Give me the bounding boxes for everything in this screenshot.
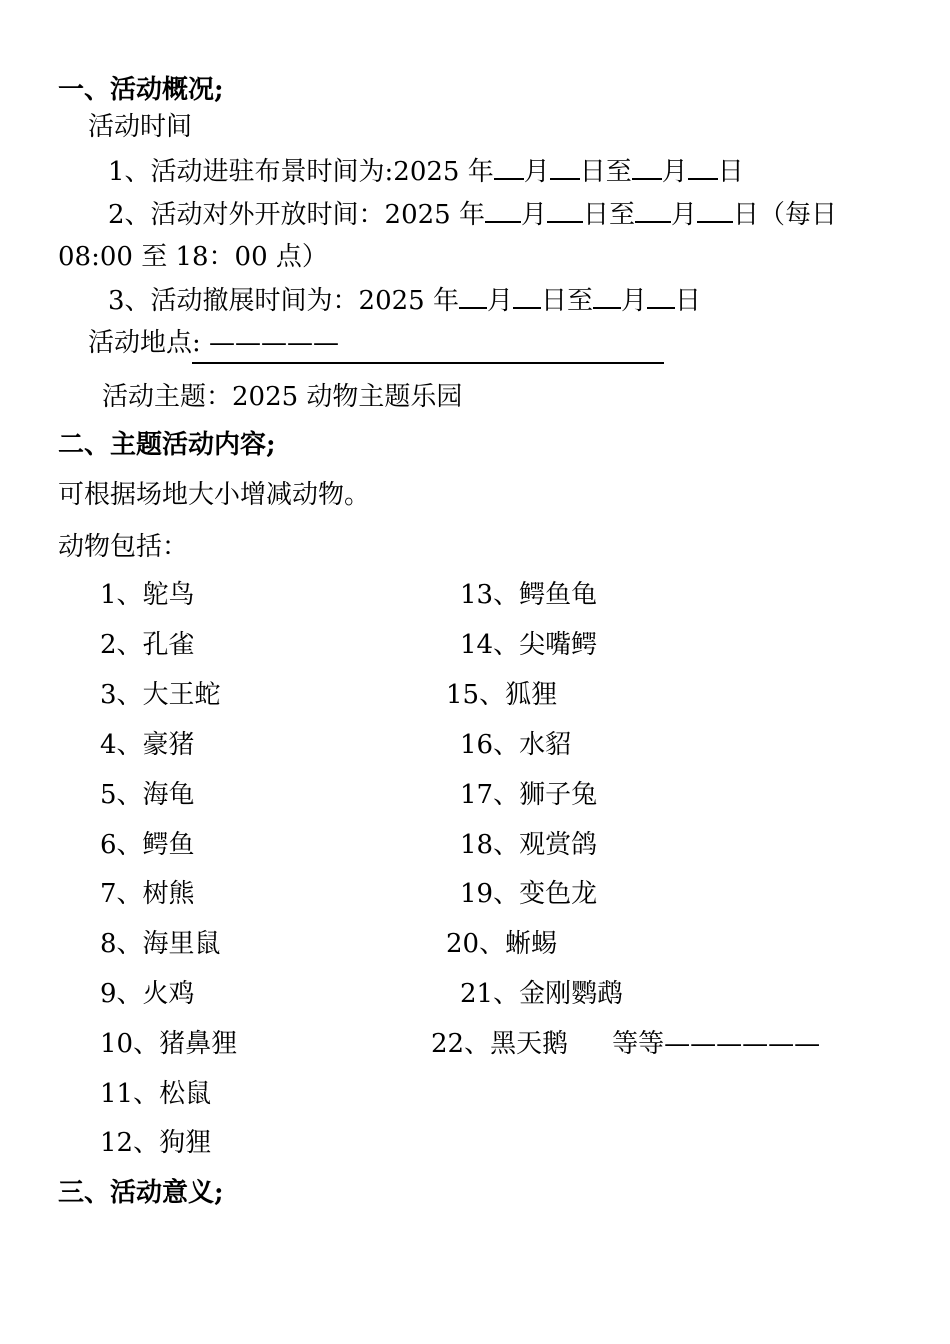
blank-field	[635, 197, 671, 223]
list-item: 3、大王蛇	[100, 680, 221, 710]
setup-time-line	[108, 154, 744, 189]
animals-label: 动物包括：	[58, 532, 189, 562]
blank-field	[459, 283, 487, 309]
list-item: 21、金刚鹦鹉	[460, 979, 624, 1009]
teardown-time-line	[108, 283, 701, 318]
list-item: 4、豪猪	[100, 730, 195, 760]
blank-field	[632, 154, 662, 180]
list-item: 18、观赏鸽	[460, 830, 598, 860]
month-label: 月	[523, 157, 550, 187]
blank-field	[513, 283, 541, 309]
list-item-with-etc	[431, 1027, 820, 1061]
list-item: 8、海里鼠	[100, 929, 221, 959]
list-item: 11、松鼠	[100, 1079, 212, 1109]
month-label: 月	[486, 286, 513, 316]
teardown-time-prefix: 3、活动撤展时间为：2025 年	[108, 286, 459, 316]
list-item: 16、水貂	[460, 730, 572, 760]
location-line	[88, 326, 664, 364]
day-to-label: 日至	[541, 286, 594, 316]
list-item: 7、树熊	[100, 879, 195, 909]
list-item: 5、海龟	[100, 780, 195, 810]
day-to-label: 日至	[583, 200, 636, 230]
list-item: 22、黑天鹅	[431, 1029, 569, 1059]
list-item: 17、狮子兔	[460, 780, 598, 810]
adjust-note: 可根据场地大小增减动物。	[58, 480, 371, 510]
section-1-heading: 一、活动概况;	[58, 75, 224, 105]
location-value: : —————	[192, 326, 664, 364]
blank-field	[697, 197, 733, 223]
list-item: 15、狐狸	[446, 680, 558, 710]
day-label: 日	[717, 157, 744, 187]
list-item: 14、尖嘴鳄	[460, 630, 598, 660]
section-2-heading: 二、主题活动内容;	[58, 430, 276, 460]
list-item: 10、猪鼻狸	[100, 1029, 238, 1059]
list-item: 2、孔雀	[100, 630, 195, 660]
day-label: 日（每日	[733, 200, 838, 230]
activity-theme: 活动主题：2025 动物主题乐园	[102, 382, 463, 412]
location-label: 活动地点	[88, 328, 193, 358]
month-label: 月	[661, 157, 688, 187]
month-label: 月	[621, 286, 648, 316]
open-time-hours: 08:00 至 18：00 点）	[58, 242, 328, 272]
blank-field	[593, 283, 621, 309]
day-label: 日	[675, 286, 702, 316]
open-time-line	[108, 197, 837, 232]
blank-field	[688, 154, 718, 180]
open-time-prefix: 2、活动对外开放时间：2025 年	[108, 200, 485, 230]
list-item: 20、蜥蜴	[446, 929, 558, 959]
month-label: 月	[671, 200, 698, 230]
blank-field	[550, 154, 580, 180]
list-item: 9、火鸡	[100, 979, 195, 1009]
list-item: 6、鳄鱼	[100, 830, 195, 860]
list-item: 13、鳄鱼龟	[460, 580, 598, 610]
etc-text: 等等——————	[612, 1029, 821, 1059]
setup-time-prefix: 1、活动进驻布景时间为:2025 年	[108, 157, 494, 187]
list-item: 12、狗狸	[100, 1128, 212, 1158]
day-to-label: 日至	[579, 157, 632, 187]
section-3-heading: 三、活动意义;	[58, 1178, 224, 1208]
blank-field	[494, 154, 524, 180]
list-item: 1、鸵鸟	[100, 580, 195, 610]
month-label: 月	[520, 200, 547, 230]
activity-time-label: 活动时间	[88, 112, 193, 142]
blank-field	[647, 283, 675, 309]
list-item: 19、变色龙	[460, 879, 598, 909]
blank-field	[485, 197, 521, 223]
blank-field	[547, 197, 583, 223]
